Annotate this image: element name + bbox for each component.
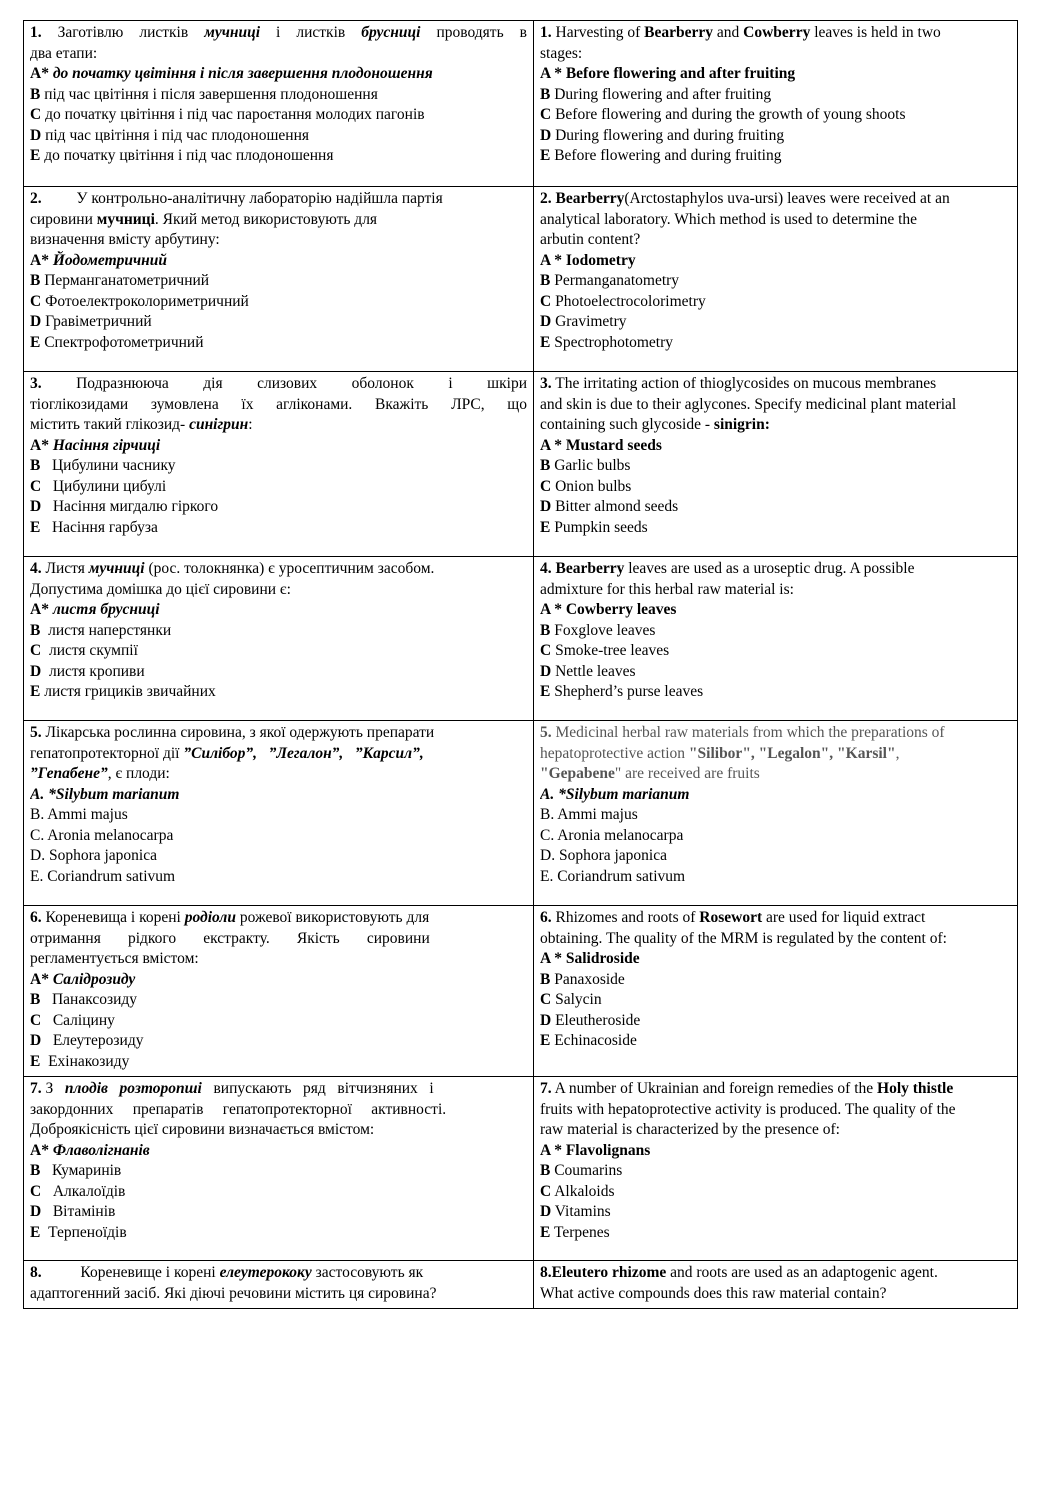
option: A* Салідрозиду xyxy=(30,970,136,988)
option: D. Sophora japonica xyxy=(30,847,157,864)
option: B Coumarins xyxy=(540,1162,623,1179)
question-uk: 4. Листя мучниці (рос. толокнянка) є уросептичним засобом. Допустима домішка до цієї сировини є: A* листя брусниці B листя наперстянки C листя скумпії D листя кропиви E листя грициків звичайних xyxy=(24,557,534,721)
question-row xyxy=(24,1261,1018,1309)
question-number: 3. xyxy=(30,375,42,392)
question-row xyxy=(24,721,1018,906)
option: D Елеутерозиду xyxy=(30,1032,144,1049)
option: D During flowering and during fruiting xyxy=(540,126,785,144)
option: D під час цвітіння і під час плодоношення xyxy=(30,126,309,144)
option: D Гравіметричний xyxy=(30,313,152,330)
option: B. Ammi majus xyxy=(30,806,128,823)
option: B During flowering and after fruiting xyxy=(540,85,772,103)
option: B. Ammi majus xyxy=(540,806,638,823)
question-en: 8.Eleutero rhizome and roots are used as an adaptogenic agent. What active compounds does this raw material contain? xyxy=(534,1261,1018,1309)
question-number: 1. xyxy=(540,24,552,41)
question-number: 2. Bearberry xyxy=(540,190,625,207)
option: C листя скумпії xyxy=(30,642,138,659)
option: E Терпеноїдів xyxy=(30,1223,127,1241)
question-row xyxy=(24,21,1018,187)
question-uk: 3. Подразнююча дія слизових оболонок і шкіри тіоглікозидами зумовлена їх агліконами. Вкажіть ЛРС, що містить такий глікозид- синігрин: A* Насіння гірчиці B Цибулини часнику C Цибулини цибулі D Насіння мигдалю гіркого E Насіння гарбуза xyxy=(24,372,534,557)
question-row xyxy=(24,372,1018,557)
question-number: 8. xyxy=(30,1264,42,1281)
question-en: 6. Rhizomes and roots of Rosewort are used for liquid extract obtaining. The quality of the MRM is regulated by the content of: A * Salidroside B Panaxoside C Salycin D Eleutheroside E Echinacoside xyxy=(534,906,1018,1077)
option: D листя кропиви xyxy=(30,662,145,680)
option: E Terpenes xyxy=(540,1223,610,1241)
option: A* до початку цвітіння і після завершення плодоношення xyxy=(30,65,433,82)
option: C Smoke-tree leaves xyxy=(540,642,670,659)
option: C Onion bulbs xyxy=(540,477,632,495)
option: D Nettle leaves xyxy=(540,662,636,680)
question-en: 1. Harvesting of Bearberry and Cowberry leaves is held in two stages: A * Before flowering and after fruiting B During flowering and after fruiting C Before flowering and during the growth of young shoots D During flowering and during fruiting E Before flowering and during fruiting xyxy=(534,21,1018,187)
questions-table xyxy=(23,20,1018,1309)
option: A* Йодометричний xyxy=(30,251,167,269)
option: E Насіння гарбуза xyxy=(30,518,158,536)
question-number: 4. xyxy=(30,560,42,577)
option: A. *Silybum marianum xyxy=(540,785,690,803)
option: A * Cowberry leaves xyxy=(540,601,677,618)
question-row xyxy=(24,1077,1018,1261)
option: B Перманганатометричний xyxy=(30,272,210,289)
option: C. Aronia melanocarpa xyxy=(540,826,684,844)
question-en: 3. The irritating action of thioglycosides on mucous membranes and skin is due to their aglycones. Specify medicinal plant material containing such glycoside - sinigrin: A * Mustard seeds B Garlic bulbs C Onion bulbs D Bitter almond seeds E Pumpkin seeds xyxy=(534,372,1018,557)
option: D Bitter almond seeds xyxy=(540,498,679,515)
question-number: 6. xyxy=(30,909,42,926)
question-number: 2. xyxy=(30,190,42,207)
question-row xyxy=(24,187,1018,372)
option: B Garlic bulbs xyxy=(540,457,631,474)
question-number: 8.Eleutero rhizome xyxy=(540,1264,667,1281)
option: D Gravimetry xyxy=(540,313,627,330)
question-uk: 2. У контрольно-аналітичну лабораторію надійшла партія сировини мучниці. Який метод використовують для визначення вмісту арбутину: A* Йодометричний B Перманганатометричний C Фотоелектроколориметричний D Гравіметричний E Спектрофотометричний xyxy=(24,187,534,372)
option: C Алкалоїдів xyxy=(30,1182,126,1200)
option: B під час цвітіння і після завершення плодоношення xyxy=(30,85,378,103)
option: A * Mustard seeds xyxy=(540,436,662,454)
option: B Кумаринів xyxy=(30,1162,122,1179)
option: D Насіння мигдалю гіркого xyxy=(30,498,219,515)
question-number: 4. xyxy=(540,560,552,577)
option: C. Aronia melanocarpa xyxy=(30,826,174,844)
question-en: 7. A number of Ukrainian and foreign remedies of the Holy thistle fruits with hepatoprotective activity is produced. The quality of the raw material is characterized by the presence of: A * Flavolignans B Coumarins C Alkaloids D Vitamins E Terpenes xyxy=(534,1077,1018,1261)
option: D Eleutheroside xyxy=(540,1011,641,1029)
option: B Панаксозиду xyxy=(30,991,138,1008)
option: C Саліцину xyxy=(30,1011,115,1029)
option: E листя грициків звичайних xyxy=(30,683,216,700)
question-uk: 7. З плодів розторопші випускають ряд вітчизняних і закордонних препаратів гепатопротекторної активності. Доброякісність цієї сировини визначається вмістом: A* Флаволігнанів B Кумаринів C Алкалоїдів D Вітамінів E Терпеноїдів xyxy=(24,1077,534,1261)
question-number: 7. xyxy=(540,1080,552,1097)
option: E Shepherd’s purse leaves xyxy=(540,683,704,700)
option: D Vitamins xyxy=(540,1203,611,1220)
option: A * Flavolignans xyxy=(540,1141,651,1159)
question-number: 6. xyxy=(540,909,552,926)
question-number: 3. xyxy=(540,375,552,392)
option: C Salycin xyxy=(540,991,602,1008)
question-en: 2. Bearberry(Arctostaphylos uva-ursi) leaves were received at an analytical laboratory. Which method is used to determine the arbutin content? A * Iodometry B Permanganatometry C Photoelectrocolorimetry D Gravimetry E Spectrophotometry xyxy=(534,187,1018,372)
option: B листя наперстянки xyxy=(30,621,172,639)
option: C Alkaloids xyxy=(540,1182,615,1200)
option: A* листя брусниці xyxy=(30,601,160,618)
option: C Photoelectrocolorimetry xyxy=(540,292,706,310)
question-row xyxy=(24,557,1018,721)
option: E Спектрофотометричний xyxy=(30,333,204,351)
option: E Pumpkin seeds xyxy=(540,518,648,536)
question-number: 5. xyxy=(30,724,42,741)
option: B Цибулини часнику xyxy=(30,457,176,474)
question-uk: 1. Заготівлю листків мучниці і листків брусниці проводять в два етапи: A* до початку цвітіння і після завершення плодоношення B під час цвітіння і після завершення плодоношення C до початку цвітіння і під час пароєтання молодих пагонів D під час цвітіння і під час плодоношення E до початку цвітіння і під час плодоношення xyxy=(24,21,534,187)
option: E Ехінакозиду xyxy=(30,1052,130,1070)
option: E Echinacoside xyxy=(540,1032,637,1049)
option: E Spectrophotometry xyxy=(540,333,674,351)
question-en: 5. Medicinal herbal raw materials from which the preparations of hepatoprotective action "Silibor", "Legalon", "Karsil", "Gepabene" are received are fruits A. *Silybum marianum B. Ammi majus C. Aronia melanocarpa D. Sophora japonica E. Coriandrum sativum xyxy=(534,721,1018,906)
question-uk: 5. Лікарська рослинна сировина, з якої одержують препарати гепатопротекторної дії ”Силібор”, ”Легалон”, ”Карсил”, ”Гепабене”, є плоди: A. *Silybum marianum B. Ammi majus C. Aronia melanocarpa D. Sophora japonica E. Coriandrum sativum xyxy=(24,721,534,906)
option: B Foxglove leaves xyxy=(540,621,656,639)
option: C Before flowering and during the growth of young shoots xyxy=(540,106,906,123)
option: D Вітамінів xyxy=(30,1203,116,1220)
option: A* Флаволігнанів xyxy=(30,1141,150,1159)
option: B Panaxoside xyxy=(540,970,625,988)
option: E до початку цвітіння і під час плодоношення xyxy=(30,147,334,164)
option: A * Before flowering and after fruiting xyxy=(540,65,796,82)
option: E. Coriandrum sativum xyxy=(30,867,176,885)
option: D. Sophora japonica xyxy=(540,847,667,864)
question-number: 1. xyxy=(30,24,42,41)
question-number: 7. xyxy=(30,1080,42,1097)
option: A * Iodometry xyxy=(540,251,636,269)
option: B Permanganatometry xyxy=(540,272,680,289)
option: A. *Silybum marianum xyxy=(30,785,180,803)
option: A * Salidroside xyxy=(540,950,640,967)
question-row xyxy=(24,906,1018,1077)
question-en: 4. Bearberry leaves are used as a uroseptic drug. A possible admixture for this herbal raw material is: A * Cowberry leaves B Foxglove leaves C Smoke-tree leaves D Nettle leaves E Shepherd’s purse leaves xyxy=(534,557,1018,721)
option: C Фотоелектроколориметричний xyxy=(30,292,249,310)
question-uk: 8. Кореневище і корені елеутерококу застосовують як адаптогенний засіб. Які діючі речовини містить ця сировина? xyxy=(24,1261,534,1309)
question-number: 5. xyxy=(540,724,552,741)
option: E Before flowering and during fruiting xyxy=(540,147,782,164)
option: C до початку цвітіння і під час пароєтання молодих пагонів xyxy=(30,106,425,123)
option: E. Coriandrum sativum xyxy=(540,867,686,885)
option: C Цибулини цибулі xyxy=(30,477,167,495)
question-uk: 6. Кореневища і корені родіоли рожевої використовують для отримання рідкого екстракту. Якість сировини регламентується вмістом: A* Салідрозиду B Панаксозиду C Саліцину D Елеутерозиду E Ехінакозиду xyxy=(24,906,534,1077)
option: A* Насіння гірчиці xyxy=(30,436,161,454)
